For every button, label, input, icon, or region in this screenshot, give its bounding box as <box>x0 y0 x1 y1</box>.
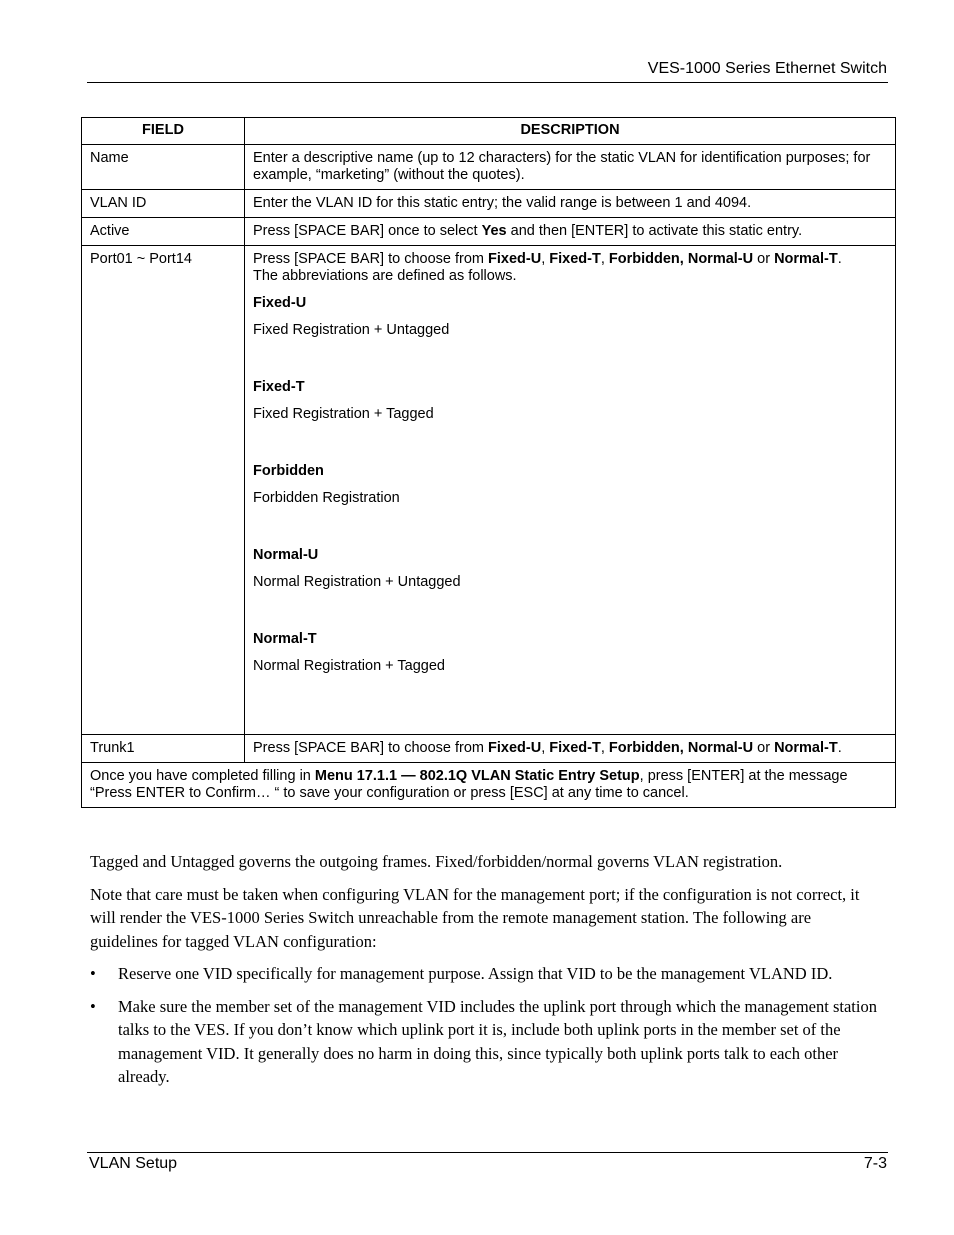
body-text <box>90 850 882 1098</box>
bold-run: Yes <box>481 223 507 239</box>
footer-page-number: 7-3 <box>863 1155 887 1172</box>
definition-term: Normal-U <box>253 547 319 563</box>
option-forbidden-normal-u: Forbidden, Normal-U <box>608 740 754 756</box>
text-run: , <box>541 251 550 267</box>
paragraph: Tagged and Untagged governs the outgoing frames. Fixed/forbidden/normal governs VLAN registration. <box>90 852 783 871</box>
field-name: Port01 ~ Port14 <box>82 246 245 735</box>
text-run: . <box>837 251 842 267</box>
field-name: Active <box>82 218 245 246</box>
field-description <box>245 735 896 763</box>
field-name: Trunk1 <box>82 735 245 763</box>
text-run: , <box>541 740 550 756</box>
bullet-icon: • <box>90 964 96 983</box>
text-run: Once you have completed filling in <box>90 768 315 784</box>
text-run: Press [SPACE BAR] to choose from <box>253 740 489 756</box>
text-run: , <box>600 251 609 267</box>
table-footer-note <box>82 763 896 808</box>
text-run: , press [ENTER] at the message “Press ENTER to Confirm… “ to save your configuration or press [ESC] at any time to cancel. <box>90 768 848 801</box>
column-header-description: DESCRIPTION <box>245 118 896 145</box>
definition-meaning: Fixed Registration + Untagged <box>253 322 450 338</box>
table-row <box>82 246 896 735</box>
definition-meaning: Normal Registration + Tagged <box>253 658 445 674</box>
running-header-title: VES-1000 Series Ethernet Switch <box>647 60 887 77</box>
field-description <box>245 218 896 246</box>
list-item <box>90 962 882 986</box>
option-fixed-u: Fixed-U <box>488 251 542 267</box>
text-run: and then [ENTER] to activate this static entry. <box>506 223 803 239</box>
list-item-text: Reserve one VID specifically for management purpose. Assign that VID to be the management VLAND ID. <box>118 964 833 983</box>
text-run: Press [SPACE BAR] to choose from <box>253 251 489 267</box>
table-row <box>82 735 896 763</box>
footer-section-title: VLAN Setup <box>89 1155 178 1172</box>
field-description: Enter a descriptive name (up to 12 characters) for the static VLAN for identification purposes; for example, “marketing” (without the quotes). <box>245 145 896 190</box>
list-item-text: Make sure the member set of the management VID includes the uplink port through which the management station talks to the VES. If you don’t know which uplink port it is, include both uplink ports in the member set of the management VID. It generally does no harm in doing this, since typically both uplink ports talk to each other already. <box>118 996 877 1086</box>
text-run: or <box>753 740 775 756</box>
table-footer-row <box>82 763 896 808</box>
abbrev-intro: The abbreviations are defined as follows. <box>253 268 517 284</box>
definition-term: Forbidden <box>253 463 324 479</box>
paragraph: Note that care must be taken when configuring VLAN for the management port; if the configuration is not correct, it will render the VES-1000 Series Switch unreachable from the remote management station. The following are guidelines for tagged VLAN configuration: <box>90 884 860 951</box>
column-header-field: FIELD <box>82 118 245 145</box>
ports-choice-line <box>253 251 887 268</box>
option-normal-t: Normal-T <box>774 740 838 756</box>
field-name: Name <box>82 145 245 190</box>
definition-meaning: Normal Registration + Untagged <box>253 574 461 590</box>
footer-rule <box>87 1152 888 1153</box>
table-row <box>82 190 896 218</box>
definition-meaning: Fixed Registration + Tagged <box>253 406 434 422</box>
field-description <box>245 246 896 735</box>
menu-reference: Menu 17.1.1 — 802.1Q VLAN Static Entry Setup <box>314 768 640 784</box>
header-rule <box>87 82 888 83</box>
field-description-table <box>81 117 896 808</box>
table-row <box>82 218 896 246</box>
field-name: VLAN ID <box>82 190 245 218</box>
field-description: Enter the VLAN ID for this static entry; the valid range is between 1 and 4094. <box>245 190 896 218</box>
table-row <box>82 145 896 190</box>
text-run: or <box>753 251 775 267</box>
definition-meaning: Forbidden Registration <box>253 490 400 506</box>
text-run: , <box>600 740 609 756</box>
list-item <box>90 995 882 1089</box>
text-run: . <box>837 740 842 756</box>
definition-term: Fixed-U <box>253 295 307 311</box>
definition-term: Normal-T <box>253 631 317 647</box>
guideline-list <box>90 962 882 1089</box>
option-normal-t: Normal-T <box>774 251 838 267</box>
option-fixed-t: Fixed-T <box>549 251 601 267</box>
bullet-icon: • <box>90 996 96 1016</box>
text-run: Press [SPACE BAR] once to select <box>253 223 482 239</box>
option-fixed-t: Fixed-T <box>549 740 601 756</box>
table-header-row <box>82 118 896 145</box>
option-fixed-u: Fixed-U <box>488 740 542 756</box>
option-forbidden-normal-u: Forbidden, Normal-U <box>608 251 754 267</box>
definition-term: Fixed-T <box>253 379 305 395</box>
